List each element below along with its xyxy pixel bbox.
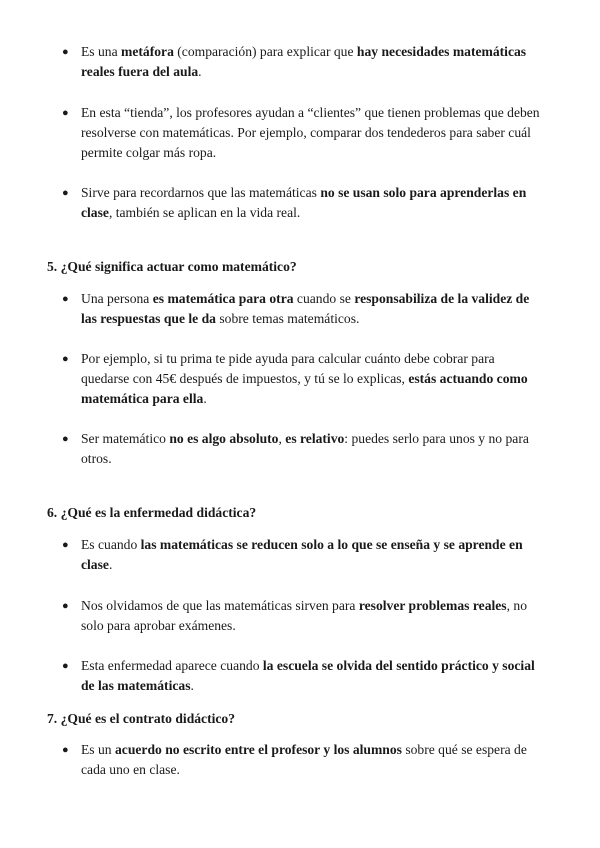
text-run: Nos olvidamos de que las matemáticas sirven para — [81, 598, 359, 613]
text-run: : puedes serlo para unos y no para otros. — [81, 431, 529, 466]
bold-text-run: las matemáticas se reducen solo a lo que se enseña y se aprende en clase — [81, 537, 523, 572]
text-run: En esta “tienda”, los profesores ayudan a “clientes” que tienen problemas que deben resolverse con matemáticas. Por ejemplo, comparar dos tendederos para saber cuál permite colgar más ropa. — [81, 105, 540, 160]
list-item-text — [81, 103, 542, 163]
list-item-text — [81, 656, 542, 696]
bold-text-run: responsabiliza de la validez de las respuestas que le da — [81, 291, 530, 326]
text-run: Es cuando — [81, 537, 141, 552]
list-item-text — [81, 289, 542, 329]
list-item — [62, 740, 542, 780]
list-item-text — [81, 596, 542, 636]
bold-text-run: metáfora — [121, 44, 174, 59]
bold-text-run: resolver problemas reales — [358, 598, 507, 613]
bullet-icon: ● — [62, 46, 69, 58]
section-heading: 7. ¿Qué es el contrato didáctico? — [47, 711, 236, 726]
list-item — [62, 42, 542, 82]
list-item — [62, 429, 542, 469]
bullet-icon: ● — [62, 433, 69, 445]
text-run: Por ejemplo, si tu prima te pide ayuda para calcular cuánto debe cobrar para quedarse con 45€ después de impuestos, y tú se lo explicas, — [81, 351, 495, 386]
bold-text-run: estás actuando como matemática para ella — [81, 371, 528, 406]
list-item-text — [81, 183, 542, 223]
text-run: cuando se — [293, 291, 355, 306]
list-item-text — [81, 429, 542, 469]
list-item — [62, 535, 542, 575]
text-run: Es un — [81, 742, 115, 757]
list-item — [62, 656, 542, 696]
bullet-icon: ● — [62, 107, 69, 119]
bullet-icon: ● — [62, 353, 69, 365]
section-heading: 5. ¿Qué significa actuar como matemático? — [47, 259, 297, 274]
text-run: Es una — [81, 44, 122, 59]
text-run: , no solo para aprobar exámenes. — [81, 598, 527, 633]
bullet-icon: ● — [62, 293, 69, 305]
bold-text-run: no se usan solo para aprenderlas en clase — [81, 185, 527, 220]
bold-text-run: es relativo — [285, 431, 345, 446]
list-item — [62, 349, 542, 409]
bullet-icon: ● — [62, 600, 69, 612]
list-item — [62, 289, 542, 329]
text-run: Esta enfermedad aparece cuando — [81, 658, 263, 673]
text-run: (comparación) para explicar que — [173, 44, 357, 59]
list-item-text — [81, 740, 542, 780]
bold-text-run: la escuela se olvida del sentido práctico y social de las matemáticas — [81, 658, 535, 693]
text-run: . — [203, 391, 207, 406]
bold-text-run: no es algo absoluto — [169, 431, 279, 446]
text-run: Una persona — [81, 291, 153, 306]
list-item-text — [81, 349, 542, 409]
text-run: , — [278, 431, 286, 446]
bold-text-run: es matemática para otra — [152, 291, 294, 306]
section-heading: 6. ¿Qué es la enfermedad didáctica? — [47, 505, 257, 520]
text-run: , también se aplican en la vida real. — [108, 205, 301, 220]
text-run: sobre qué se espera de cada uno en clase. — [81, 742, 527, 777]
bold-text-run: acuerdo no escrito entre el profesor y los alumnos — [114, 742, 402, 757]
list-item — [62, 596, 542, 636]
list-item — [62, 103, 542, 163]
bullet-icon: ● — [62, 187, 69, 199]
bullet-icon: ● — [62, 660, 69, 672]
text-run: Sirve para recordarnos que las matemáticas — [81, 185, 321, 200]
bullet-icon: ● — [62, 539, 69, 551]
text-run: sobre temas matemáticos. — [215, 311, 360, 326]
bullet-icon: ● — [62, 744, 69, 756]
text-run: . — [198, 64, 202, 79]
list-item — [62, 183, 542, 223]
list-item-text — [81, 42, 542, 82]
list-item-text — [81, 535, 542, 575]
text-run: . — [190, 678, 194, 693]
text-run: . — [108, 557, 113, 572]
text-run: Ser matemático — [81, 431, 170, 446]
bold-text-run: hay necesidades matemáticas reales fuera del aula — [81, 44, 527, 79]
